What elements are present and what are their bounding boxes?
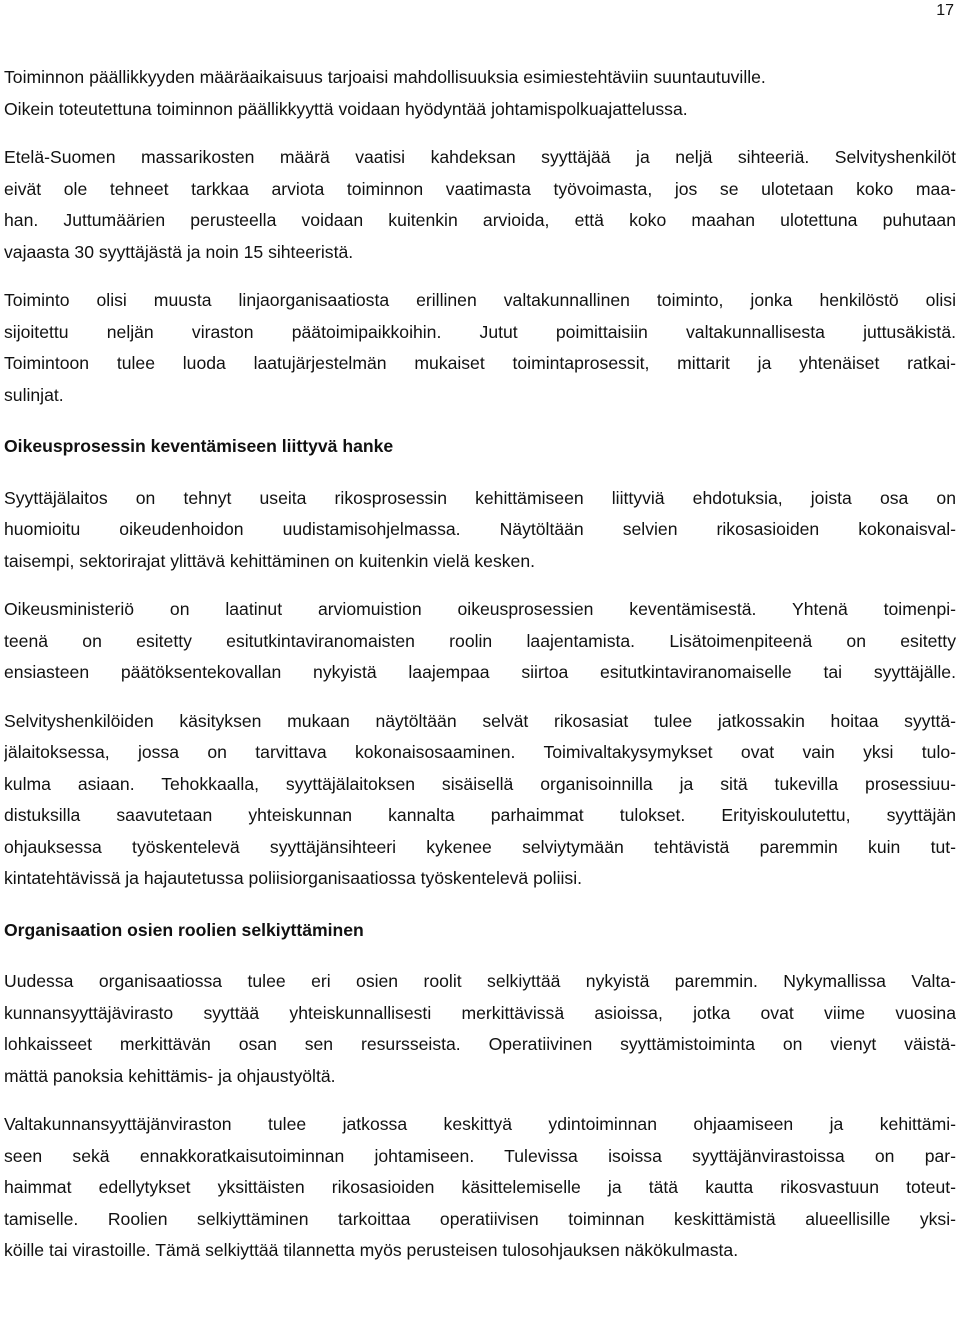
text-line: sulinjat. xyxy=(4,384,64,405)
text-line: distuksilla saavutetaan yhteiskunnan kannalta parhaimmat tulokset. Erityiskoulutettu, syyttäjän xyxy=(4,805,956,825)
section-heading xyxy=(4,431,956,463)
paragraph-spacer xyxy=(4,946,956,966)
paragraph xyxy=(4,285,956,411)
text-line: Uudessa organisaatiossa tulee eri osien roolit selkiyttää nykyistä paremmin. Nykymallissa Valta- xyxy=(4,971,956,991)
text-line: kulma asiaan. Tehokkaalla, syyttäjälaitoksen sisäisellä organisoinnilla ja sitä tukevilla prosessiuu- xyxy=(4,773,956,794)
text-line: ensiasteen päätöksentekovallan nykyistä laajempaa siirtoa esitutkintaviranomaiselle tai syyttäjälle. xyxy=(4,662,956,682)
paragraph-spacer xyxy=(4,463,956,483)
paragraph-spacer xyxy=(4,1092,956,1109)
text-line: eivät ole tehneet tarkkaa arviota toiminnon vaatimasta työvoimasta, jos se ulotetaan koko maa- xyxy=(4,178,956,199)
heading-text: Oikeusprosessin keventämiseen liittyvä hanke xyxy=(4,436,394,456)
text-line: Toimintoon tulee luoda laatujärjestelmän mukaiset toimintaprosessit, mittarit ja yhtenäiset ratkai- xyxy=(4,353,956,373)
text-line: teenä on esitetty esitutkintaviranomaisten roolin laajentamista. Lisätoimenpiteenä on esitetty xyxy=(4,630,956,651)
heading-text: Organisaation osien roolien selkiyttäminen xyxy=(4,919,364,940)
text-line: kintatehtävissä ja hajautetussa poliisiorganisaatiossa työskentelevä poliisi. xyxy=(4,868,582,888)
paragraph-spacer xyxy=(4,268,956,285)
text-line: Selvityshenkilöiden käsityksen mukaan näytöltään selvät rikosasiat tulee jatkossakin hoitaa syyttä- xyxy=(4,710,956,731)
paragraph xyxy=(4,706,956,895)
text-line: haimmat edellytykset yksittäisten rikosasioiden käsittelemiselle ja tätä kautta rikosvastuun toteut- xyxy=(4,1177,956,1197)
text-line: köille tai virastoille. Tämä selkiyttää tilannetta myös perusteisen tulosohjauksen näkökulmasta. xyxy=(4,1240,739,1260)
text-line: Oikeusministeriö on laatinut arviomuistion oikeusprosessien keventämisestä. Yhtenä toimenpi- xyxy=(4,599,956,619)
text-line: Toiminto olisi muusta linjaorganisaatiosta erillinen valtakunnallinen toiminto, jonka henkilöstö olisi xyxy=(4,290,956,310)
text-line: tamiselle. Roolien selkiyttäminen tarkoittaa operatiivisen toiminnan keskittämistä alueellisille yksi- xyxy=(4,1208,956,1229)
paragraph xyxy=(4,62,956,125)
paragraph xyxy=(4,483,956,578)
text-line: Etelä-Suomen massarikosten määrä vaatisi kahdeksan syyttäjää ja neljä sihteeriä. Selvityshenkilöt xyxy=(4,147,956,167)
paragraph xyxy=(4,142,956,268)
paragraph xyxy=(4,594,956,689)
text-line: Valtakunnansyyttäjänviraston tulee jatkossa keskittyä ydintoiminnan ohjaamiseen ja kehittämi- xyxy=(4,1114,956,1134)
text-line: kunnansyyttäjävirasto syyttää yhteiskunnallisesti merkittävissä asioissa, jotka ovat viime vuosina xyxy=(4,1002,956,1023)
paragraph-spacer xyxy=(4,577,956,594)
document-body xyxy=(4,62,956,1267)
paragraph-spacer xyxy=(4,411,956,431)
text-line: lohkaisseet merkittävän osan sen resursseista. Operatiivinen syyttämistoiminta on vienyt väistä- xyxy=(4,1034,956,1054)
text-line: han. Juttumäärien perusteella voidaan kuitenkin arvioida, että koko maahan ulotettuna puhutaan xyxy=(4,210,956,230)
text-line: Toiminnon päällikkyyden määräaikaisuus tarjoaisi mahdollisuuksia esimiestehtäviin suuntautuville. xyxy=(4,67,766,87)
text-line: seen sekä ennakkoratkaisutoiminnan johtamiseen. Tulevissa isoissa syyttäjänvirastoissa on par- xyxy=(4,1145,956,1166)
text-line: sijoitettu neljän viraston päätoimipaikkoihin. Jutut poimittaisiin valtakunnallisesta juttusäkistä. xyxy=(4,321,956,342)
text-line: huomioitu oikeudenhoidon uudistamisohjelmassa. Näytöltään selvien rikosasioiden kokonaisval- xyxy=(4,519,956,539)
page-number: 17 xyxy=(936,2,954,19)
paragraph-spacer xyxy=(4,895,956,915)
paragraph-spacer xyxy=(4,125,956,142)
paragraph xyxy=(4,1109,956,1267)
text-line: Oikein toteutettuna toiminnon päällikkyyttä voidaan hyödyntää johtamispolkuajattelussa. xyxy=(4,98,688,119)
section-heading xyxy=(4,915,956,947)
text-line: Syyttäjälaitos on tehnyt useita rikosprosessin kehittämiseen liittyviä ehdotuksia, joista osa on xyxy=(4,487,956,508)
text-line: mättä panoksia kehittämis- ja ohjaustyöltä. xyxy=(4,1065,336,1086)
text-line: ohjauksessa työskentelevä syyttäjänsihteeri kykenee selviytymään tehtävistä paremmin kuin tut- xyxy=(4,836,956,857)
text-line: taisempi, sektorirajat ylittävä kehittäminen on kuitenkin vielä kesken. xyxy=(4,550,535,571)
paragraph-spacer xyxy=(4,689,956,706)
text-line: vajaasta 30 syyttäjästä ja noin 15 sihteeristä. xyxy=(4,241,354,262)
text-line: jälaitoksessa, jossa on tarvittava kokonaisosaaminen. Toimivaltakysymykset ovat vain yksi tulo- xyxy=(4,742,956,762)
paragraph xyxy=(4,966,956,1092)
